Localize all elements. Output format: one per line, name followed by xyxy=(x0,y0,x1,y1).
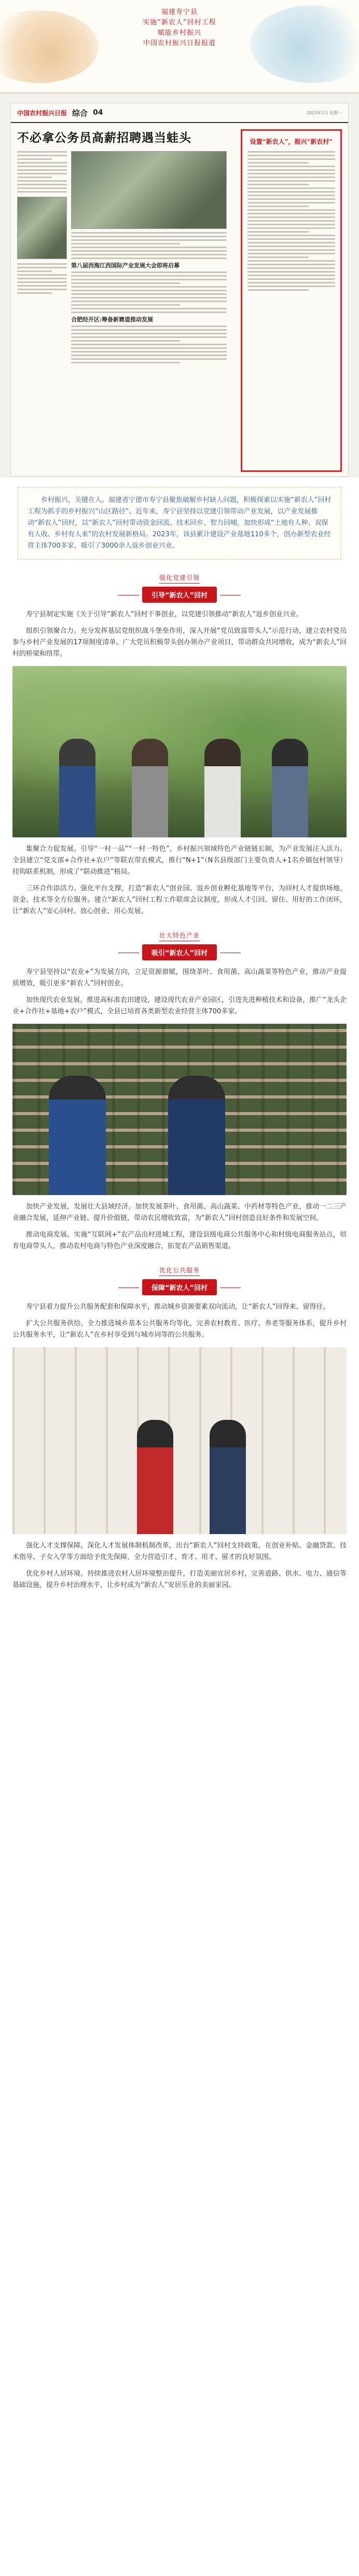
paragraph: 推动电商发展。实施“互联网+”农产品出村进城工程，建设县级电商公共服务中心和村级电商服务站点，培育电商带头人，推动农村电商与特色产业深度融合，拓宽农产品销售渠道。 xyxy=(12,1231,347,1250)
highlighted-article-title: 设置“新农人”，振兴“新农村” xyxy=(250,138,333,145)
worker-figure xyxy=(168,1076,225,1195)
intro-box xyxy=(18,487,341,560)
article-body xyxy=(0,487,359,1617)
banner-line: 中国农村振兴日报报道 xyxy=(143,39,216,47)
photo-cultivation-shed xyxy=(12,1347,347,1534)
paragraph: 加快产业发展，发展壮大县域经济。加快发展茶叶、食用菌、高山蔬菜、中药材等特色产业，推动一二三产业融合发展，延伸产业链、提升价值链，带动农民增收致富，为“新农人”回村创造良好条件和发展空间。 xyxy=(12,1203,347,1222)
news-subheading: 合肥经开区:筹备新赛道推动发展 xyxy=(71,316,154,323)
banner-titles xyxy=(0,7,359,49)
newspaper-column xyxy=(17,151,67,463)
newspaper-headline: 不必拿公务员高薪招聘遇当蛙头 xyxy=(17,131,191,145)
newspaper-page xyxy=(10,103,349,477)
paragraph: 寿宁县制定实施《关于引导“新农人”回村干事创业，以党建引领推动“新农人”返乡创业兴业。 xyxy=(26,611,303,618)
paragraph: 集聚合力促发展。引导“一村一品”“一村一特色”，乡村振兴领域特色产业链链长制，为产业发展注入活力。全县建立“党支部+合作社+农户”等联农带农模式，推行“N+1”（N名县级部门主要负责人+1名乡镇包村领导）挂钩联系机制，形成了“联动推进”格局。 xyxy=(12,845,347,876)
photo-field-visit xyxy=(12,666,347,837)
section-title: 引导“新农人”回村 xyxy=(142,587,217,603)
issue-date: 2025年1月 星期一 xyxy=(307,110,342,115)
person-figure xyxy=(272,739,308,837)
paragraph: 寿宁县坚持以“农业+”为发展方向，立足资源禀赋，围绕茶叶、食用菌、高山蔬菜等特色产业，推动产业提质增效，吸引更多“新农人”回村创业。 xyxy=(12,968,347,987)
worker-figure xyxy=(49,1076,106,1195)
section-title: 保障“新农人”回村 xyxy=(142,1279,217,1295)
person-figure xyxy=(137,1420,173,1534)
header-banner xyxy=(0,0,359,93)
masthead-title: 中国农村振兴日报 xyxy=(17,109,67,117)
highlighted-article-box xyxy=(241,129,342,472)
newspaper-masthead xyxy=(11,103,348,123)
banner-line: 实施“新农人”回村工程 xyxy=(143,19,216,26)
person-figure xyxy=(210,1420,246,1534)
news-subheading: 第八届西海江西国际产业发展大会即将启幕 xyxy=(71,262,180,269)
banner-line: 福建寿宁县 xyxy=(161,8,198,16)
paragraph: 组织引领聚合力。充分发挥基层党组织战斗堡垒作用，深入开展“党员致富带头人”示范行动，建立农村党员参与乡村产业发展的17项制度清单。广大党员积极带头创办领办产业项目，带动群众共同增收，成为“新农人”回村的桥梁和纽带。 xyxy=(12,627,347,658)
section-subtitle: 强化党建引领 xyxy=(159,573,200,584)
section-header xyxy=(12,930,347,960)
intro-paragraph: 乡村振兴，关键在人。福建省宁德市寿宁县聚焦破解乡村缺人问题，积极探索以实施“新农人”回村工程为抓手的乡村振兴“山区路径”。近年来，寿宁县坚持以党建引领带动产业发展，以产业发展推动“新农人”回村，以“新农人”回村带动资金回流、技术回乡、智力回哺，加快形成“土地有人种、双保有人收、乡村有人来”的农村发展新格局。2023年，该县累计建设产业基地110多个，创办新型农业经营主体700多家，吸引了3000余人返乡创业兴业。 xyxy=(27,496,332,550)
section-title: 吸引“新农人”回村 xyxy=(142,944,217,960)
paragraph: 三环合作添活力。强化平台支撑，打造“新农人”创业园、返乡创业孵化基地等平台，为回村人才提供场地、资金、技术等全方位服务。建立“新农人”回村工程工作联席会议制度，形成人才引回、留住、用好的工作闭环，让“新农人”安心回村、放心创业、用心发展。 xyxy=(12,885,347,915)
paragraph: 强化人才支撑保障。深化人才发展体制机制改革，出台“新农人”回村支持政策，在创业补贴、金融贷款、技术指导、子女入学等方面给予优先保障，全力营造引才、育才、用才、留才的良好氛围。 xyxy=(12,1542,347,1561)
newspaper-columns xyxy=(17,151,230,468)
paragraph: 优化乡村人居环境。持续推进农村人居环境整治提升，打造美丽宜居乡村，完善道路、供水、电力、通信等基础设施，提升乡村治理水平，让乡村成为“新农人”安居乐业的美丽家园。 xyxy=(12,1570,347,1589)
photo-mushroom-shelves xyxy=(12,1024,347,1195)
paragraph: 加快现代农业发展。推进高标准农田建设，建设现代农业产业园区，引进先进种植技术和设备，推广“龙头企业+合作社+基地+农户”模式，全县已培育各类新型农业经营主体700多家。 xyxy=(12,996,347,1015)
newspaper-photo xyxy=(0,93,359,478)
news-photo xyxy=(17,197,67,259)
paragraph: 寿宁县着力提升公共服务配套和保障水平，推动城乡资源要素双向流动，让“新农人”回得来、留得住。 xyxy=(26,1303,330,1311)
paragraph: 扩大公共服务供给。全力推进城乡基本公共服务均等化，完善农村教育、医疗、养老等服务体系，提升乡村公共服务水平，让“新农人”在乡村享受到与城市同等的公共服务。 xyxy=(12,1320,347,1339)
section-subtitle: 优化公共服务 xyxy=(159,1266,200,1276)
person-figure xyxy=(132,739,168,837)
person-figure xyxy=(204,739,241,837)
section-name: 综合 xyxy=(72,108,88,118)
banner-line: 赋能乡村振兴 xyxy=(157,29,201,37)
newspaper-column-wide xyxy=(71,151,227,463)
news-photo-main xyxy=(71,151,227,229)
footer-spacer xyxy=(12,1596,347,1617)
section-subtitle: 壮大特色产业 xyxy=(159,931,200,941)
section-header xyxy=(12,1265,347,1295)
person-figure xyxy=(59,739,95,837)
section-header xyxy=(12,572,347,603)
page-number: 04 xyxy=(93,109,103,117)
